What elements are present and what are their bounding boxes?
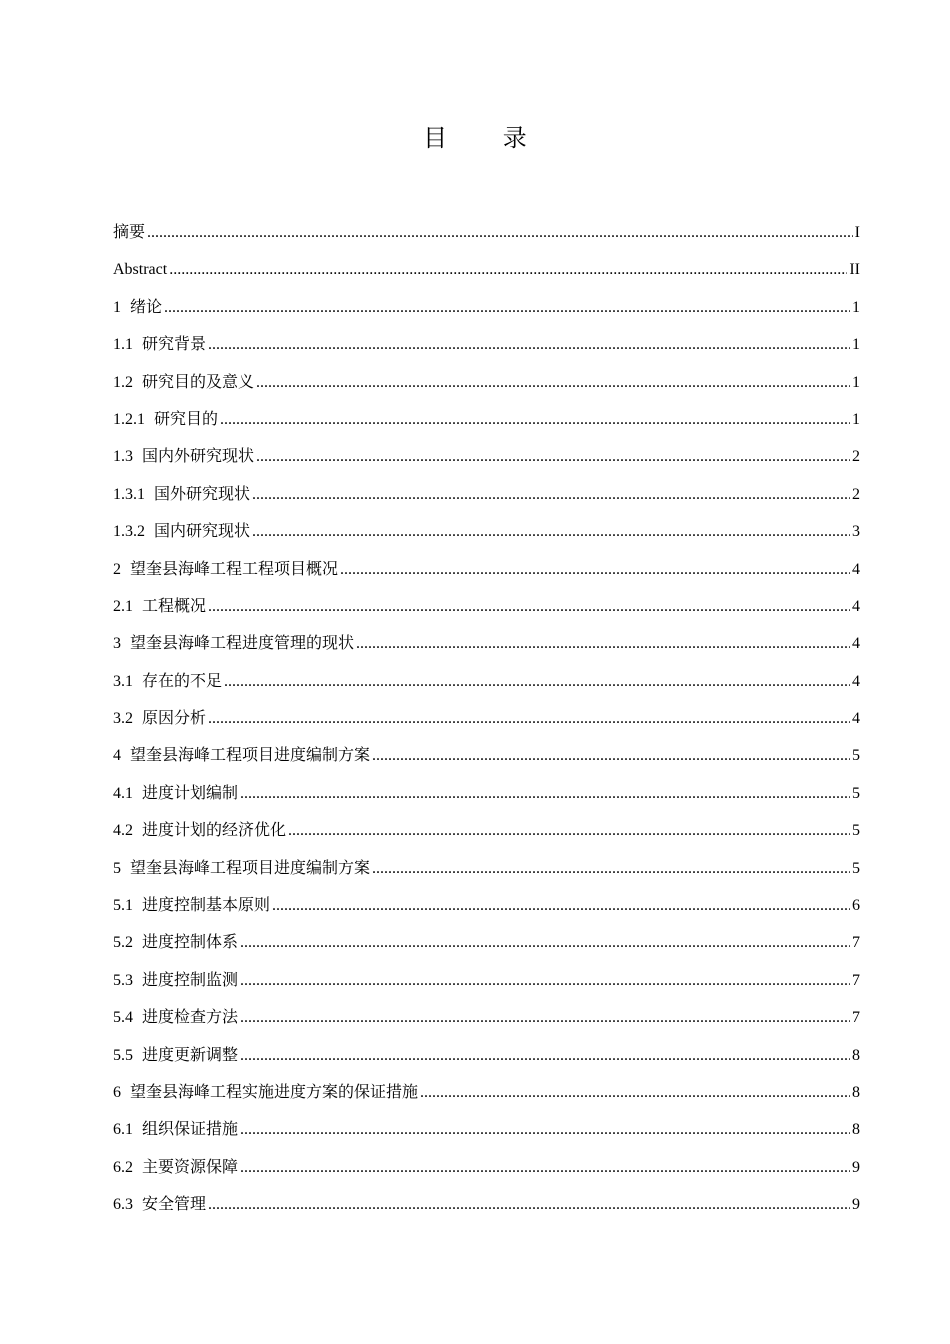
toc-entry-number: 6.3 — [113, 1196, 133, 1214]
toc-dot-leader — [240, 1154, 850, 1182]
toc-dot-leader — [208, 705, 850, 733]
toc-entry-label: 望奎县海峰工程项目进度编制方案 — [130, 745, 371, 765]
toc-dot-leader — [240, 967, 850, 995]
toc-dot-leader — [240, 780, 850, 808]
toc-entry-label: 绪论 — [130, 296, 163, 316]
toc-entry[interactable] — [113, 293, 860, 330]
toc-dot-leader — [372, 855, 850, 883]
toc-entry-number: 5.3 — [113, 971, 133, 989]
toc-dot-leader — [372, 742, 850, 770]
toc-entry[interactable] — [113, 779, 860, 816]
toc-entry[interactable] — [113, 816, 860, 853]
toc-entry-page: 5 — [852, 747, 860, 765]
toc-dot-leader — [256, 443, 850, 471]
toc-dot-leader — [288, 817, 850, 845]
toc-entry-page: 8 — [852, 1083, 860, 1101]
toc-entry-number: 1.3 — [113, 448, 133, 466]
toc-entry[interactable] — [113, 330, 860, 367]
toc-dot-leader — [169, 256, 847, 284]
toc-entry-label: 进度控制基本原则 — [142, 895, 271, 915]
toc-entry-page: 7 — [852, 971, 860, 989]
toc-entry-label: Abstract — [113, 261, 168, 279]
toc-dot-leader — [356, 630, 850, 658]
toc-entry-number: 5.1 — [113, 897, 133, 915]
toc-entry-label: 原因分析 — [142, 708, 207, 728]
toc-dot-leader — [256, 369, 850, 397]
toc-entry-label: 进度计划编制 — [142, 782, 239, 802]
toc-dot-leader — [252, 518, 850, 546]
toc-entry[interactable] — [113, 928, 860, 965]
toc-dot-leader — [252, 481, 850, 509]
toc-entry-page: 3 — [852, 523, 860, 541]
toc-entry[interactable] — [113, 1153, 860, 1190]
toc-entry-label: 研究目的 — [154, 408, 219, 428]
toc-entry[interactable] — [113, 517, 860, 554]
toc-dot-leader — [340, 556, 850, 584]
toc-entry-page: 4 — [852, 635, 860, 653]
toc-entry-page: 1 — [852, 373, 860, 391]
toc-entry-label: 安全管理 — [142, 1194, 207, 1214]
toc-entry-page: 1 — [852, 298, 860, 316]
toc-entry[interactable] — [113, 405, 860, 442]
toc-dot-leader — [240, 1116, 850, 1144]
toc-entry[interactable] — [113, 368, 860, 405]
toc-dot-leader — [224, 668, 850, 696]
toc-entry-page: 5 — [852, 784, 860, 802]
toc-entry-page: 1 — [852, 336, 860, 354]
toc-entry-label: 研究背景 — [142, 334, 207, 354]
toc-entry[interactable] — [113, 667, 860, 704]
toc-entry-page: 8 — [852, 1046, 860, 1064]
toc-entry-page: 7 — [852, 1009, 860, 1027]
toc-dot-leader — [208, 1191, 850, 1219]
toc-entry-label: 进度控制体系 — [142, 932, 239, 952]
toc-entry-page: 9 — [852, 1196, 860, 1214]
toc-entry-number: 1.3.1 — [113, 485, 145, 503]
toc-entry-number: 3.1 — [113, 672, 133, 690]
toc-entry-number: 4.2 — [113, 822, 133, 840]
toc-entry[interactable] — [113, 741, 860, 778]
toc-entry-page: 4 — [852, 672, 860, 690]
toc-dot-leader — [208, 593, 850, 621]
toc-entry-number: 2.1 — [113, 597, 133, 615]
toc-entry-label: 存在的不足 — [142, 670, 223, 690]
toc-entry-number: 3 — [113, 635, 121, 653]
toc-dot-leader — [240, 1004, 850, 1032]
toc-entry-page: 2 — [852, 485, 860, 503]
toc-entry-label: 望奎县海峰工程工程项目概况 — [130, 558, 339, 578]
toc-entry[interactable] — [113, 255, 860, 292]
toc-entry-number: 1.2.1 — [113, 410, 145, 428]
toc-entry[interactable] — [113, 704, 860, 741]
toc-entry[interactable] — [113, 854, 860, 891]
toc-entry-page: 5 — [852, 859, 860, 877]
toc-entry-page: 4 — [852, 710, 860, 728]
toc-entry-label: 进度更新调整 — [142, 1044, 239, 1064]
toc-entry-label: 望奎县海峰工程实施进度方案的保证措施 — [130, 1081, 419, 1101]
toc-entry-label: 国内研究现状 — [154, 521, 251, 541]
toc-entry[interactable] — [113, 592, 860, 629]
toc-entry-page: 4 — [852, 560, 860, 578]
toc-entry-page: 9 — [852, 1158, 860, 1176]
toc-entry-page: II — [849, 261, 860, 279]
page-title: 目 录 — [423, 124, 551, 152]
toc-entry-number: 4.1 — [113, 784, 133, 802]
toc-entry-page: 7 — [852, 934, 860, 952]
toc-entry-number: 1 — [113, 298, 121, 316]
toc-entry-label: 研究目的及意义 — [142, 371, 255, 391]
toc-dot-leader — [240, 929, 850, 957]
toc-entry-label: 进度计划的经济优化 — [142, 820, 287, 840]
toc-entry-label: 进度检查方法 — [142, 1007, 239, 1027]
toc-entry-number: 1.1 — [113, 336, 133, 354]
toc-entry-number: 6 — [113, 1083, 121, 1101]
toc-entry[interactable] — [113, 218, 860, 255]
toc-dot-leader — [164, 294, 850, 322]
toc-entry-number: 3.2 — [113, 710, 133, 728]
toc-entry-page: 2 — [852, 448, 860, 466]
toc-entry[interactable] — [113, 1190, 860, 1227]
toc-entry-number: 6.2 — [113, 1158, 133, 1176]
toc-entry-number: 5.5 — [113, 1046, 133, 1064]
toc-entry-page: 4 — [852, 597, 860, 615]
toc-entry[interactable] — [113, 629, 860, 666]
toc-entry-label: 望奎县海峰工程项目进度编制方案 — [130, 857, 371, 877]
toc-dot-leader — [208, 331, 850, 359]
toc-dot-leader — [272, 892, 850, 920]
toc-entry-number: 1.3.2 — [113, 523, 145, 541]
toc-entry-page: 1 — [852, 410, 860, 428]
toc-entry-number: 5.4 — [113, 1009, 133, 1027]
toc-entry-label: 国外研究现状 — [154, 483, 251, 503]
toc-entry-label: 主要资源保障 — [142, 1156, 239, 1176]
toc-entry[interactable] — [113, 555, 860, 592]
toc-entry-label: 摘要 — [113, 222, 146, 241]
toc-entry-number: 4 — [113, 747, 121, 765]
toc-entry[interactable] — [113, 442, 860, 479]
toc-entry[interactable] — [113, 480, 860, 517]
toc-entry-number: 1.2 — [113, 373, 133, 391]
toc-entry[interactable] — [113, 1078, 860, 1115]
toc-entry-label: 工程概况 — [142, 595, 207, 615]
toc-dot-leader — [420, 1079, 850, 1107]
table-of-contents — [113, 218, 860, 1228]
toc-entry-number: 5.2 — [113, 934, 133, 952]
toc-dot-leader — [220, 406, 850, 434]
toc-entry-label: 望奎县海峰工程进度管理的现状 — [130, 633, 355, 653]
toc-entry-label: 组织保证措施 — [142, 1119, 239, 1139]
toc-entry-page: 8 — [852, 1121, 860, 1139]
toc-entry-page: I — [854, 224, 860, 241]
toc-dot-leader — [240, 1042, 850, 1070]
toc-dot-leader — [147, 219, 853, 247]
toc-entry[interactable] — [113, 1041, 860, 1078]
toc-entry[interactable] — [113, 966, 860, 1003]
toc-entry[interactable] — [113, 891, 860, 928]
toc-entry[interactable] — [113, 1115, 860, 1152]
toc-entry[interactable] — [113, 1003, 860, 1040]
toc-entry-number: 6.1 — [113, 1121, 133, 1139]
toc-entry-number: 5 — [113, 859, 121, 877]
toc-entry-number: 2 — [113, 560, 121, 578]
toc-entry-page: 6 — [852, 897, 860, 915]
toc-entry-page: 5 — [852, 822, 860, 840]
toc-entry-label: 进度控制监测 — [142, 969, 239, 989]
toc-entry-label: 国内外研究现状 — [142, 446, 255, 466]
